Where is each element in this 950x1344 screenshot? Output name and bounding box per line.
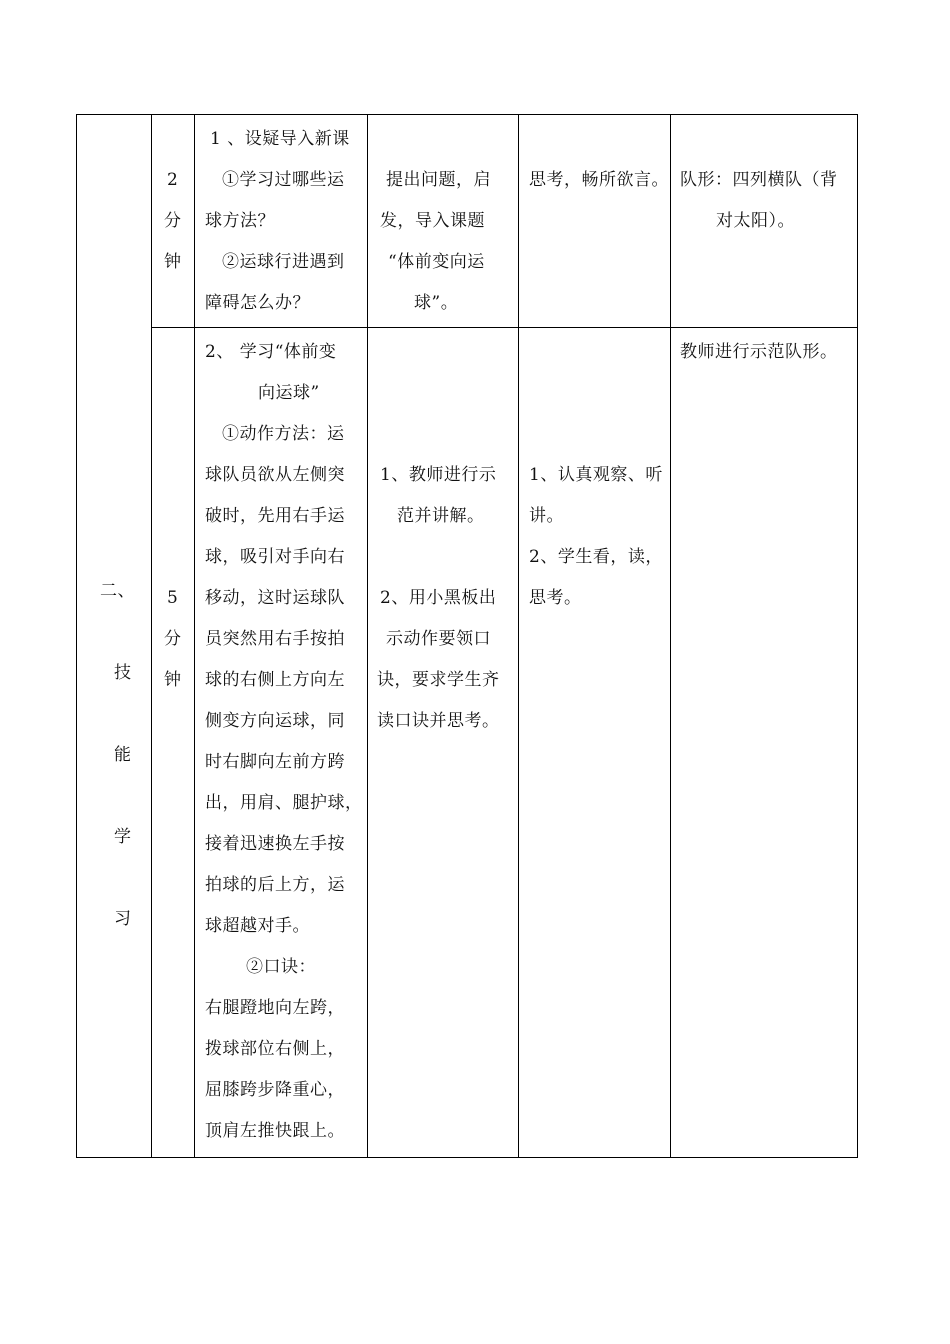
col-border-5 bbox=[518, 114, 519, 1158]
row2-org-text: 教师进行示范队形。 bbox=[680, 342, 838, 362]
row1-time: 分 bbox=[164, 211, 182, 231]
row2-content-line: 2、 学习“体前变 bbox=[205, 342, 337, 362]
row2-content-line: 向运球” bbox=[258, 383, 320, 403]
col-border-1 bbox=[76, 114, 77, 1158]
row1-content-line: ①学习过哪些运 bbox=[222, 170, 345, 190]
row2-teacher-line: 2、用小黑板出 bbox=[380, 588, 497, 608]
row2-content-line: 时右脚向左前方跨 bbox=[205, 752, 345, 772]
row2-content-line: 侧变方向运球，同 bbox=[205, 711, 345, 731]
col-border-4 bbox=[367, 114, 368, 1158]
row2-teacher-line: 1、教师进行示 bbox=[380, 465, 497, 485]
row2-content-line: 移动，这时运球队 bbox=[205, 588, 345, 608]
row1-time: 2 bbox=[167, 170, 179, 190]
row2-teacher-line: 示动作要领口 bbox=[386, 629, 491, 649]
row2-content-line: 拨球部位右侧上， bbox=[205, 1039, 345, 1059]
col-border-3 bbox=[194, 114, 195, 1158]
row1-org-line: 对太阳）。 bbox=[716, 211, 795, 231]
row1-student-text: 思考，畅所欲言。 bbox=[529, 170, 669, 190]
row-divider bbox=[151, 327, 858, 328]
row2-time: 5 bbox=[167, 588, 179, 608]
section-char: 学 bbox=[114, 827, 132, 847]
row2-content-line: 破时，先用右手运 bbox=[205, 506, 345, 526]
row2-content-line: 接着迅速换左手按 bbox=[205, 834, 345, 854]
row2-time: 钟 bbox=[164, 670, 182, 690]
row2-student-line: 1、认真观察、听 bbox=[529, 465, 663, 485]
col-border-2 bbox=[151, 114, 152, 1158]
row1-org-line: 队形：四列横队（背 bbox=[680, 170, 838, 190]
row2-content-line: ②口诀： bbox=[246, 957, 316, 977]
row2-content-line: 出，用肩、腿护球， bbox=[205, 793, 363, 813]
section-char: 技 bbox=[114, 663, 132, 683]
row2-content-line: 球超越对手。 bbox=[205, 916, 310, 936]
row2-student-line: 思考。 bbox=[529, 588, 582, 608]
row2-content-line: 球的右侧上方向左 bbox=[205, 670, 345, 690]
row1-teacher-line: “体前变向运 bbox=[388, 252, 485, 272]
col-border-6 bbox=[670, 114, 671, 1158]
row2-teacher-line: 读口诀并思考。 bbox=[377, 711, 500, 731]
row1-teacher-line: 球”。 bbox=[414, 293, 459, 313]
row2-content-line: 顶肩左推快跟上。 bbox=[205, 1121, 345, 1141]
row2-content-line: 球队员欲从左侧突 bbox=[205, 465, 345, 485]
row2-time: 分 bbox=[164, 629, 182, 649]
row1-teacher-line: 提出问题，启 bbox=[386, 170, 491, 190]
row2-student-line: 2、学生看，读， bbox=[529, 547, 663, 567]
row2-student-line: 讲。 bbox=[529, 506, 564, 526]
row1-time: 钟 bbox=[164, 252, 182, 272]
row2-content-line: 右腿蹬地向左跨， bbox=[205, 998, 345, 1018]
row2-teacher-line: 诀，要求学生齐 bbox=[377, 670, 500, 690]
section-number: 二、 bbox=[100, 581, 135, 601]
section-char: 能 bbox=[114, 745, 132, 765]
row2-content-line: 屈膝跨步降重心， bbox=[205, 1080, 345, 1100]
row1-content-line: ②运球行进遇到 bbox=[222, 252, 345, 272]
row1-content-line: 障碍怎么办？ bbox=[205, 293, 310, 313]
row2-content-line: 员突然用右手按拍 bbox=[205, 629, 345, 649]
col-border-7 bbox=[857, 114, 858, 1158]
row2-content-line: 球，吸引对手向右 bbox=[205, 547, 345, 567]
row2-teacher-line: 范并讲解。 bbox=[397, 506, 485, 526]
row1-teacher-line: 发，导入课题 bbox=[380, 211, 485, 231]
row2-content-line: ①动作方法：运 bbox=[222, 424, 345, 444]
row2-content-line: 拍球的后上方，运 bbox=[205, 875, 345, 895]
section-char: 习 bbox=[114, 909, 132, 929]
row1-content-line: 球方法？ bbox=[205, 211, 275, 231]
row1-content-line: 1 、设疑导入新课 bbox=[210, 129, 350, 149]
